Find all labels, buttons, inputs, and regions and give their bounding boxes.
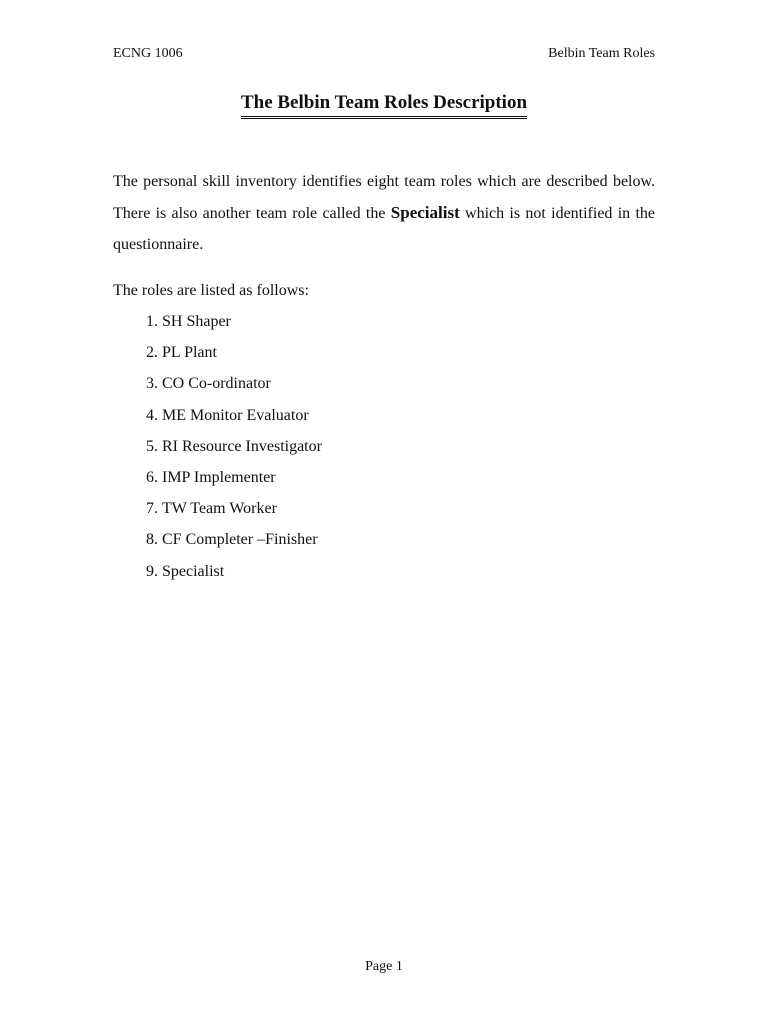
role-list-item (113, 464, 322, 495)
role-list-item (113, 558, 322, 589)
role-number: 6. (146, 468, 158, 486)
role-number: 3. (146, 375, 158, 393)
role-number: 9. (146, 562, 158, 580)
role-label: ME Monitor Evaluator (162, 406, 309, 424)
intro-paragraph (113, 166, 655, 260)
list-intro-text: The roles are listed as follows: (113, 282, 309, 299)
intro-bold-specialist: Specialist (390, 203, 460, 222)
role-list-item (113, 402, 322, 433)
intro-text-part1: The personal skill inventory identifies eight team roles which are described below. There is also another team role called the (113, 173, 655, 222)
role-number: 1. (146, 313, 158, 330)
roles-list (113, 308, 322, 589)
role-label: RI Resource Investigator (162, 437, 322, 455)
role-label: SH Shaper (162, 313, 231, 330)
role-label: IMP Implementer (162, 468, 276, 486)
role-number: 2. (146, 344, 158, 362)
role-number: 5. (146, 437, 158, 455)
role-list-item (113, 526, 322, 557)
header-course-code: ECNG 1006 (113, 46, 183, 61)
intro-text-part2: which is not identified in the questionnaire. (113, 205, 656, 253)
role-label: CO Co-ordinator (162, 375, 271, 393)
role-list-item (113, 370, 322, 401)
page-title (0, 92, 768, 119)
role-list-item (113, 433, 322, 464)
header-document-topic: Belbin Team Roles (548, 46, 655, 61)
page-number-footer: Page 1 (365, 959, 403, 974)
role-label: PL Plant (162, 344, 217, 362)
role-list-item (113, 339, 322, 370)
page-title-text: The Belbin Team Roles Description (241, 92, 527, 119)
role-list-item (113, 308, 322, 339)
role-number: 4. (146, 406, 158, 424)
role-number: 8. (146, 531, 158, 549)
role-label: TW Team Worker (162, 500, 277, 518)
role-number: 7. (146, 500, 158, 518)
role-label: Specialist (162, 562, 225, 580)
role-label: CF Completer –Finisher (162, 531, 318, 549)
role-list-item (113, 495, 322, 526)
